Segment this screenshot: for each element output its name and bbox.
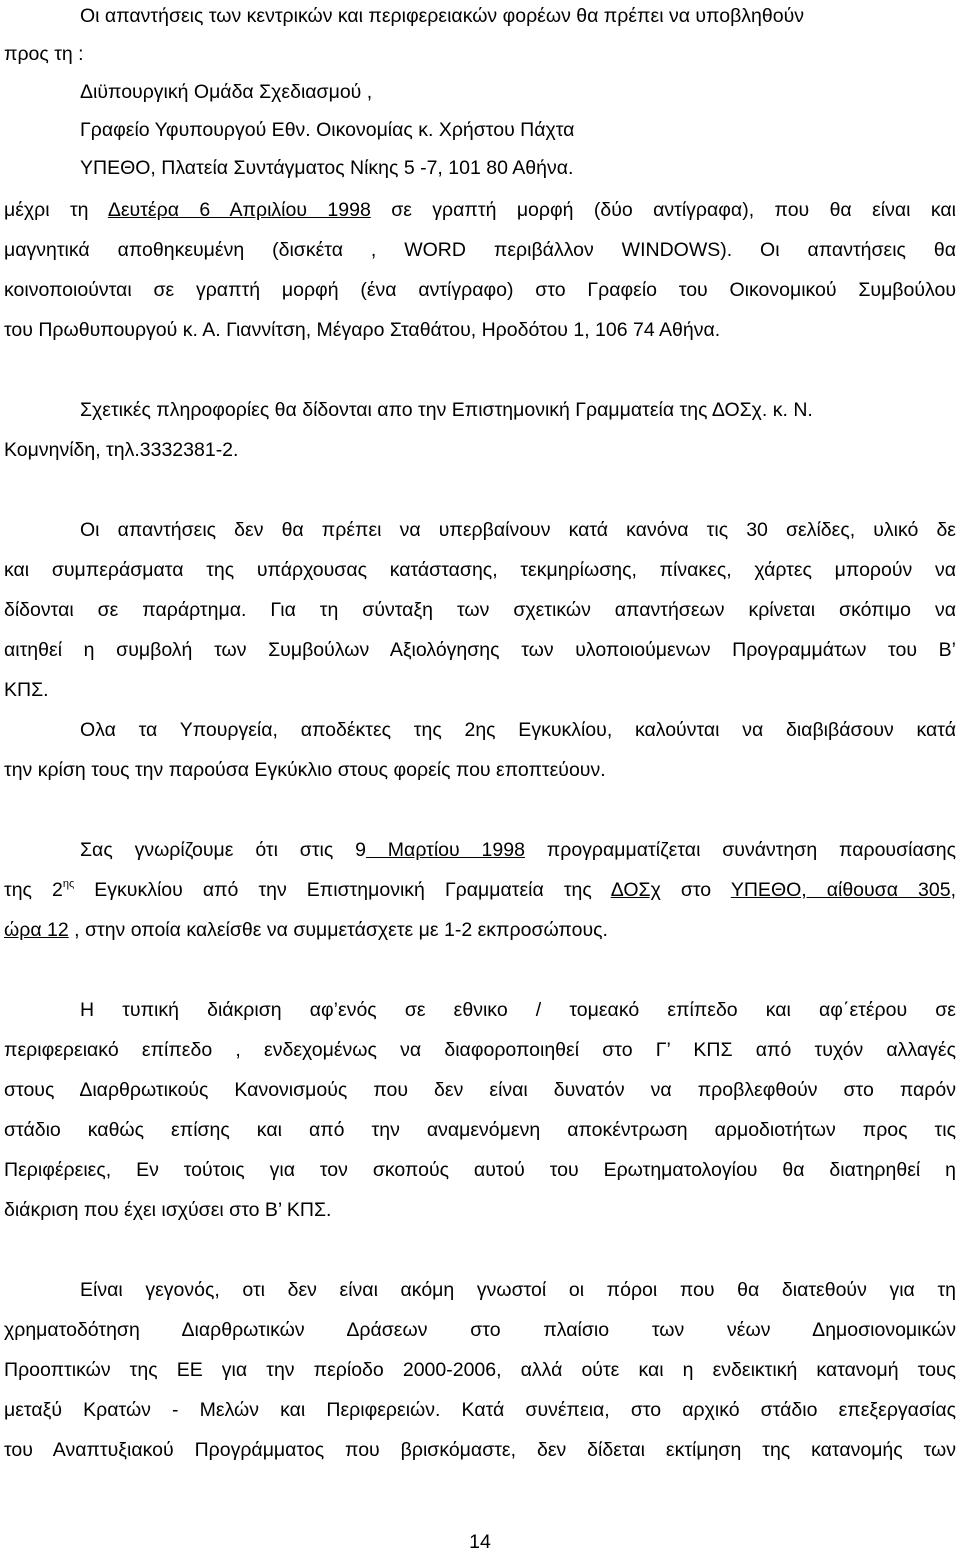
ordinal-suffix: ης xyxy=(62,878,75,890)
text-line: και συμπεράσματα της υπάρχουσας κατάστασης, τεκμηρίωσης, πίνακες, χάρτες μπορούν να xyxy=(4,559,956,581)
text-line: Ολα τα Υπουργεία, αποδέκτες της 2ης Εγκυκλίου, καλούνται να διαβιβάσουν κατά xyxy=(80,719,956,741)
text-span: σε γραπτή μορφή (δύο αντίγραφα), που θα είναι και xyxy=(370,199,956,221)
meeting-date: Μαρτίου 1998 xyxy=(365,839,525,861)
text-line xyxy=(4,198,956,224)
text-line: κοινοποιούνται σε γραπτή μορφή (ένα αντίγραφο) στο Γραφείο του Οικονομικού Συμβούλου xyxy=(4,279,956,301)
text-line: αιτηθεί η συμβολή των Συμβούλων Αξιολόγησης των υλοποιούμενων Προγραμμάτων του Β’ xyxy=(4,639,956,661)
text-line: Περιφέρειες, Εν τούτοις για τον σκοπούς αυτού του Ερωτηματολογίου θα διατηρηθεί η xyxy=(4,1159,956,1181)
text-line: Η τυπική διάκριση αφ’ενός σε εθνικο / τομεακό επίπεδο και αφ΄ετέρου σε xyxy=(80,999,956,1021)
text-line: χρηματοδότηση Διαρθρωτικών Δράσεων στο πλαίσιο των νέων Δημοσιονομικών xyxy=(4,1319,956,1341)
text-line: ΥΠΕΘΟ, Πλατεία Συντάγματος Νίκης 5 -7, 101 80 Αθήνα. xyxy=(80,157,574,179)
text-line: Διϋπουργική Ομάδα Σχεδιασμού , xyxy=(80,81,373,103)
text-line: μεταξύ Κρατών - Μελών και Περιφερειών. Κατά συνέπεια, στο αρχικό στάδιο επεξεργασίας xyxy=(4,1399,956,1421)
text-line: Οι απαντήσεις των κεντρικών και περιφερειακών φορέων θα πρέπει να υποβληθούν xyxy=(80,5,804,27)
text-span: μέχρι τη xyxy=(4,199,108,221)
text-line xyxy=(80,838,956,864)
text-line: στάδιο καθώς επίσης και από την αναμενόμενη αποκέντρωση αρμοδιοτήτων προς τις xyxy=(4,1119,956,1141)
text-line xyxy=(4,878,956,904)
text-line: Γραφείο Υφυπουργού Εθν. Οικονομίας κ. Χρήστου Πάχτα xyxy=(80,119,575,141)
text-line: στους Διαρθρωτικούς Κανονισμούς που δεν είναι δυνατόν να προβλεφθούν στο παρόν xyxy=(4,1079,956,1101)
text-line: μαγνητικά αποθηκευμένη (δισκέτα , WORD περιβάλλον WINDOWS). Οι απαντήσεις θα xyxy=(4,239,956,261)
text-span: προγραμματίζεται συνάντηση παρουσίασης xyxy=(524,839,956,861)
page-number: 14 xyxy=(469,1531,491,1553)
text-line: περιφερειακό επίπεδο , ενδεχομένως να διαφοροποιηθεί στο Γ’ ΚΠΣ από τυχόν αλλαγές xyxy=(4,1039,956,1061)
text-line: του Πρωθυπουργού κ. Α. Γιαννίτση, Μέγαρο Σταθάτου, Ηροδότου 1, 106 74 Αθήνα. xyxy=(4,319,721,341)
text-line: ΚΠΣ. xyxy=(4,679,49,701)
text-span: της 2 xyxy=(4,879,63,901)
text-span: Εγκυκλίου από την Επιστημονική Γραμματεία της xyxy=(74,879,611,901)
text-line: προς τη : xyxy=(4,43,84,65)
text-line xyxy=(4,918,956,944)
text-line: Κομνηνίδη, τηλ.3332381-2. xyxy=(4,439,239,461)
meeting-time: ώρα 12 xyxy=(4,919,69,941)
text-line: του Αναπτυξιακού Προγράμματος που βρισκόμαστε, δεν δίδεται εκτίμηση της κατανομής των xyxy=(4,1439,956,1461)
text-line: δίδονται σε παράρτημα. Για τη σύνταξη των σχετικών απαντήσεων κρίνεται σκόπιμο να xyxy=(4,599,956,621)
text-span: Σας γνωρίζουμε ότι στις 9 xyxy=(80,839,366,861)
text-line: διάκριση που έχει ισχύσει στο Β’ ΚΠΣ. xyxy=(4,1199,332,1221)
meeting-location: ΥΠΕΘΟ, αίθουσα 305, xyxy=(730,879,956,901)
text-line: Οι απαντήσεις δεν θα πρέπει να υπερβαίνουν κατά κανόνα τις 30 σελίδες, υλικό δε xyxy=(80,519,956,541)
text-span: στο xyxy=(660,879,731,901)
text-line: Είναι γεγονός, οτι δεν είναι ακόμη γνωστοί οι πόροι που θα διατεθούν για τη xyxy=(80,1279,956,1301)
text-line: Σχετικές πληροφορίες θα δίδονται απο την Επιστημονική Γραμματεία της ΔΟΣχ. κ. Ν. xyxy=(80,399,813,421)
text-line: Προοπτικών της ΕΕ για την περίοδο 2000-2006, αλλά ούτε και η ενδεικτική κατανομή τους xyxy=(4,1359,956,1381)
org-acronym: ΔΟΣχ xyxy=(610,879,661,901)
deadline-date: Δευτέρα 6 Απριλίου 1998 xyxy=(107,199,371,221)
text-line: την κρίση τους την παρούσα Εγκύκλιο στους φορείς που εποπτεύουν. xyxy=(4,759,606,781)
text-span: , στην οποία καλείσθε να συμμετάσχετε με 1-2 εκπροσώπους. xyxy=(68,919,608,941)
